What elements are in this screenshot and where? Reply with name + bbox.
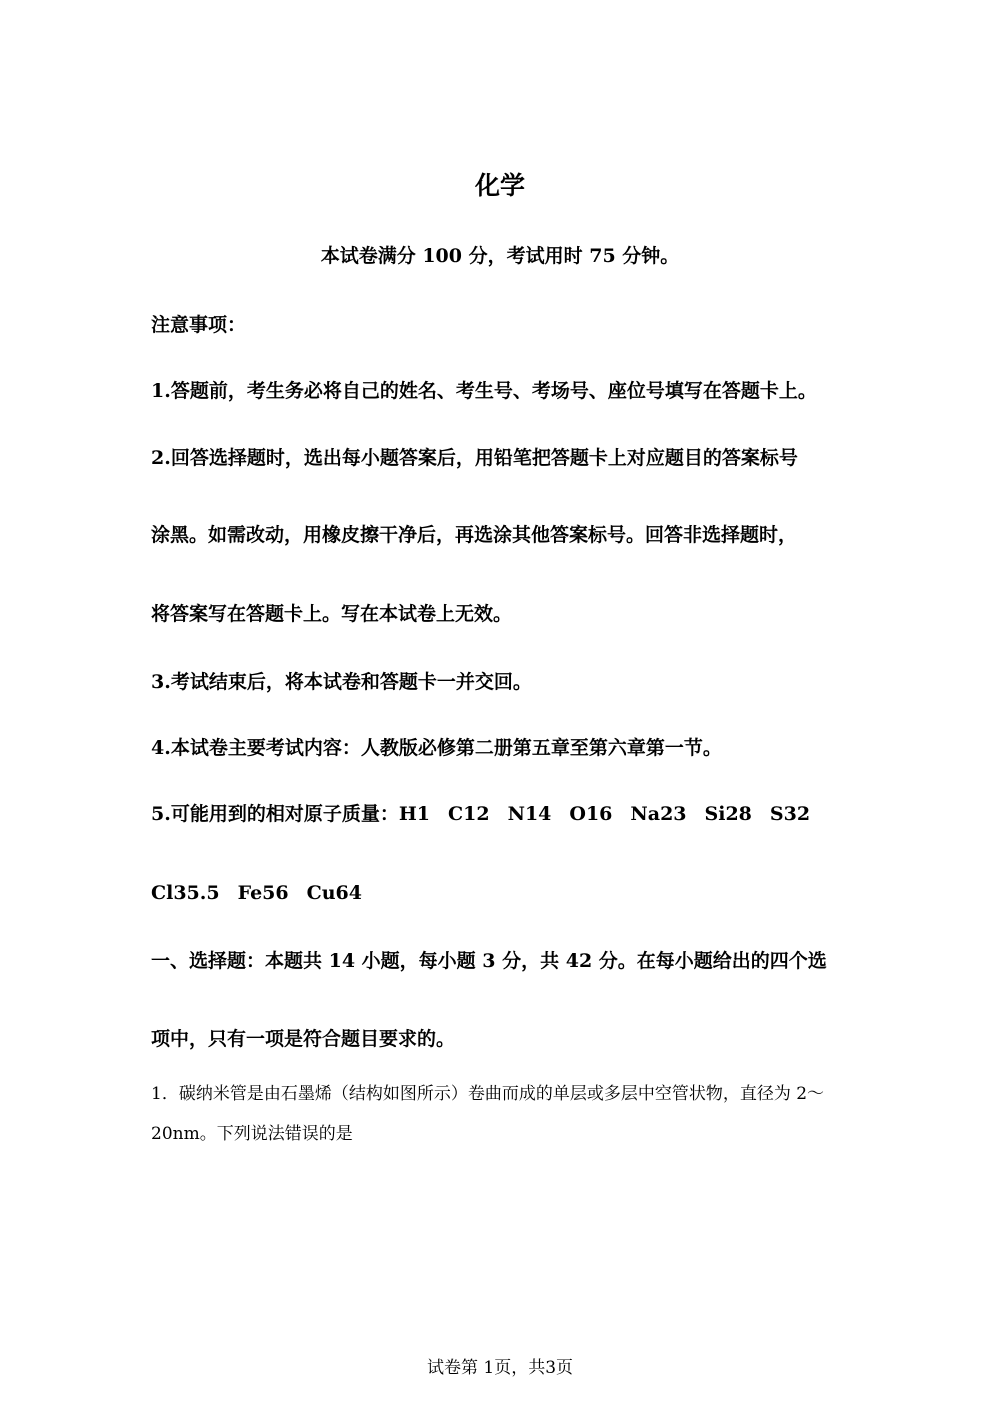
notes-heading: 注意事项： (151, 314, 247, 336)
atomic-mass-c: C12 (448, 803, 490, 825)
atomic-mass-cu: Cu64 (306, 882, 362, 904)
note-item-4: 4.本试卷主要考试内容：人教版必修第二册第五章至第六章第一节。 (151, 737, 722, 759)
note-item-3: 3.考试结束后，将本试卷和答题卡一并交回。 (151, 671, 532, 693)
section-heading-line-1: 一、选择题：本题共 14 小题，每小题 3 分，共 42 分。在每小题给出的四个选 (151, 950, 827, 972)
question-1-line-1: 1．碳纳米管是由石墨烯（结构如图所示）卷曲而成的单层或多层中空管状物，直径为 2～ (151, 1084, 825, 1104)
atomic-mass-label: 5.可能用到的相对原子质量： (151, 803, 399, 825)
atomic-mass-s: S32 (769, 803, 811, 825)
exam-info: 本试卷满分 100 分，考试用时 75 分钟。 (320, 245, 680, 267)
section-heading-line-2: 项中，只有一项是符合题目要求的。 (151, 1028, 456, 1050)
question-1-line-2: 20nm。下列说法错误的是 (151, 1124, 353, 1144)
atomic-mass-fe: Fe56 (237, 882, 289, 904)
atomic-mass-si: Si28 (704, 803, 752, 825)
atomic-mass-row-2 (151, 880, 860, 906)
note-item-2-line-3: 将答案写在答题卡上。写在本试卷上无效。 (151, 603, 513, 625)
page-title: 化学 (474, 171, 525, 200)
note-item-1: 1.答题前，考生务必将自己的姓名、考生号、考场号、座位号填写在答题卡上。 (151, 380, 817, 402)
atomic-mass-n: N14 (507, 803, 552, 825)
atomic-mass-o: O16 (569, 803, 613, 825)
atomic-mass-cl: Cl35.5 (151, 882, 220, 904)
page-footer: 试卷第 1页，共3页 (426, 1358, 574, 1378)
note-item-2-line-2: 涂黑。如需改动，用橡皮擦干净后，再选涂其他答案标号。回答非选择题时， (151, 524, 798, 546)
note-item-2-line-1: 2.回答选择题时，选出每小题答案后，用铅笔把答题卡上对应题目的答案标号 (151, 447, 798, 469)
atomic-mass-na: Na23 (630, 803, 687, 825)
atomic-mass-row-1 (151, 801, 860, 827)
atomic-mass-h: H1 (398, 803, 431, 825)
